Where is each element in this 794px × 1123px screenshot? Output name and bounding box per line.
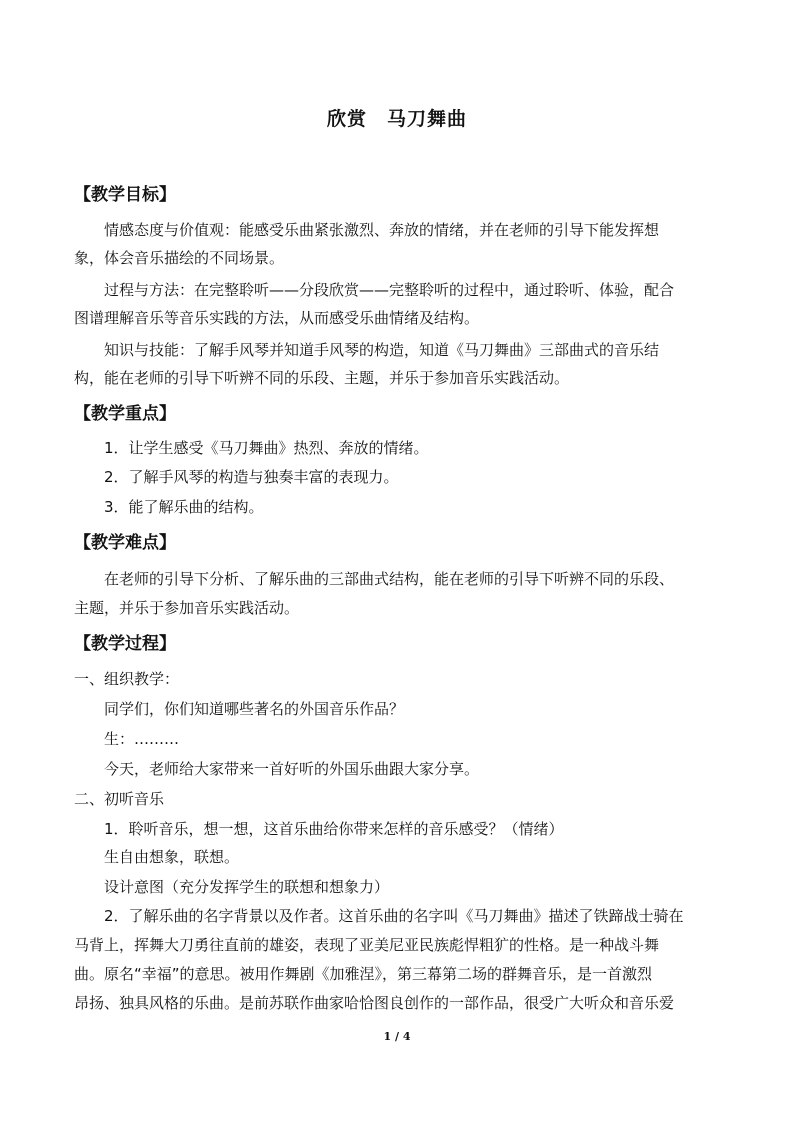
key-point-item: 2．了解手风琴的构造与独奏丰富的表现力。 [104, 468, 399, 486]
objectives-line: 情感态度与价值观：能感受乐曲紧张激烈、奔放的情绪，并在老师的引导下能发挥想 [104, 221, 660, 239]
process-line: 2．了解乐曲的名字背景以及作者。这首乐曲的名字叫《马刀舞曲》描述了铁蹄战士骑在 [104, 907, 684, 925]
difficulties-line: 主题，并乐于参加音乐实践活动。 [74, 599, 300, 617]
heading-process: 【教学过程】 [74, 634, 176, 654]
process-line: 昂扬、独具风格的乐曲。是前苏联作曲家哈恰图良创作的一部作品，很受广大听众和音乐爱 [74, 994, 675, 1012]
heading-key-points: 【教学重点】 [74, 404, 176, 424]
process-line: 一、组织教学： [74, 670, 180, 688]
heading-objectives: 【教学目标】 [74, 185, 176, 205]
objectives-line: 知识与技能：了解手风琴并知道手风琴的构造，知道《马刀舞曲》三部曲式的音乐结 [104, 341, 660, 359]
objectives-line: 过程与方法：在完整聆听——分段欣赏——完整聆听的过程中，通过聆听、体验，配合 [104, 281, 675, 299]
page-title: 欣赏 马刀舞曲 [326, 108, 467, 130]
process-line: 生：……… [104, 730, 180, 748]
key-point-item: 3．能了解乐曲的结构。 [104, 498, 264, 516]
process-line: 1．聆听音乐，想一想，这首乐曲给你带来怎样的音乐感受？（情绪） [104, 820, 564, 838]
process-line: 曲。原名“幸福”的意思。被用作舞剧《加雅涅》，第三幕第二场的群舞音乐，是一首激烈 [74, 965, 653, 983]
process-line: 生自由想象，联想。 [104, 848, 240, 866]
process-line: 今天，老师给大家带来一首好听的外国乐曲跟大家分享。 [104, 760, 480, 778]
process-line: 马背上，挥舞大刀勇往直前的雄姿，表现了亚美尼亚民族彪悍粗犷的性格。是一种战斗舞 [74, 936, 660, 954]
difficulties-line: 在老师的引导下分析、了解乐曲的三部曲式结构，能在老师的引导下听辨不同的乐段、 [104, 570, 675, 588]
process-line: 二、初听音乐 [74, 790, 165, 808]
process-line: 同学们，你们知道哪些著名的外国音乐作品？ [104, 700, 405, 718]
objectives-line: 构，能在老师的引导下听辨不同的乐段、主题，并乐于参加音乐实践活动。 [74, 369, 570, 387]
page-number: 1 / 4 [383, 1030, 411, 1043]
process-line: 设计意图（充分发挥学生的联想和想象力） [104, 878, 390, 896]
objectives-line: 象，体会音乐描绘的不同场景。 [74, 249, 285, 267]
objectives-line: 图谱理解音乐等音乐实践的方法，从而感受乐曲情绪及结构。 [74, 309, 480, 327]
heading-difficulties: 【教学难点】 [74, 533, 176, 553]
key-point-item: 1．让学生感受《马刀舞曲》热烈、奔放的情绪。 [104, 439, 429, 457]
